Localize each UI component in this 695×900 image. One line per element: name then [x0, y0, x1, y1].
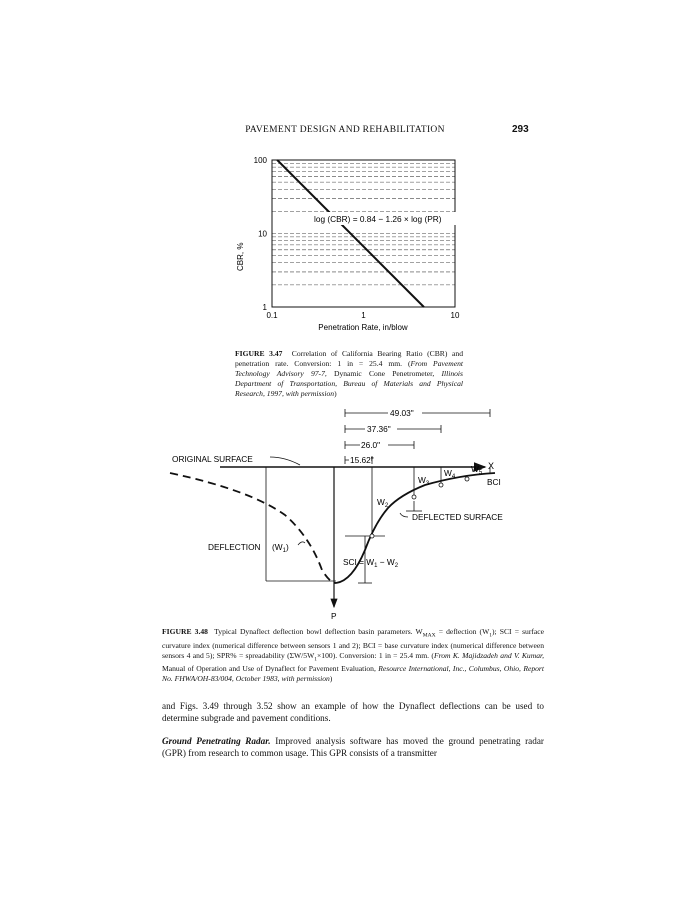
regression-annotation: log (CBR) = 0.84 − 1.26 × log (PR) — [314, 214, 442, 224]
dim-15: 15.62" — [350, 455, 374, 465]
w2-label: $W_2$ — [377, 497, 389, 509]
caption-text: Correlation of California Bearing Ratio (CBR) and penetration rate. Conversion: 1 in = 25.4 mm. ( — [235, 349, 463, 368]
w5-label: $W_5$ — [471, 464, 483, 476]
deflection-bowl-left — [170, 473, 336, 583]
running-title: PAVEMENT DESIGN AND REHABILITATION — [245, 125, 445, 135]
caption-source: From Pavement Technology Advisory 97-7, — [235, 359, 463, 378]
x-tick-label: 1 — [361, 311, 366, 320]
cbr-chart — [230, 150, 470, 340]
sci-label: SCI = $W_1 - W_2$ — [343, 557, 399, 569]
deflection-label: DEFLECTION — [208, 542, 261, 552]
w1-label: $(W_1)$ — [272, 542, 289, 554]
page-number: 293 — [512, 124, 529, 135]
bci-label: BCI — [487, 477, 501, 487]
figure-347-caption: FIGURE 3.47 Correlation of California Bearing Ratio (CBR) and penetration rate. Conversion: 1 in = 25.4 mm. (From Pavement Technology Advisory 97-7, Dynamic Cone Penetrometer, Illinois Department of Transportation, Bureau of Materials and Physical Research, 1997, with permission) — [235, 349, 463, 398]
figure-label: FIGURE 3.47 — [235, 349, 283, 358]
y-tick-label: 10 — [258, 229, 267, 239]
x-axis-label: Penetration Rate, in/blow — [318, 323, 408, 332]
deflection-bowl-diagram — [160, 405, 540, 620]
y-tick-label: 1 — [262, 303, 267, 312]
y-tick-label: 100 — [253, 156, 267, 165]
x-tick-label: 10 — [450, 311, 460, 320]
run-in-heading: Ground Penetrating Radar. — [162, 736, 271, 746]
dim-37: 37.36" — [367, 424, 391, 434]
x-tick-label: 0.1 — [266, 311, 278, 320]
x-axis-label: X — [488, 461, 495, 471]
chart-ticks — [254, 156, 460, 320]
w4-label: $W_4$ — [444, 468, 456, 480]
load-label: P — [331, 611, 337, 620]
dim-26: 26.0" — [361, 440, 381, 450]
y-axis-label: CBR, % — [236, 242, 245, 271]
body-paragraph-2: Ground Penetrating Radar. Improved analysis software has moved the ground penetrating radar (GPR) from research to common usage. This GPR consists of a transmitter — [162, 736, 544, 758]
w3-label: $W_3$ — [418, 475, 430, 487]
dim-49: 49.03" — [390, 408, 414, 418]
figure-label: FIGURE 3.48 — [162, 627, 208, 636]
body-paragraph-1: and Figs. 3.49 through 3.52 show an example of how the Dynaflect deflections can be used to determine subgrade and pavement conditions. — [162, 701, 544, 723]
caption-source-2: Illinois Department of Transportation, Bureau of Materials and Physical Research, 1997, with permission — [235, 369, 463, 398]
figure-348-caption: FIGURE 3.48 Typical Dynaflect deflection bowl deflection basin parameters. $W_{MAX}$ = deflection $(W_1)$; SCI = surface curvature index (numerical difference between sensors 1 and 2); BCI = base curvature index (numerical difference between sensors 4 and 5); SPR% = spreadability $(\Sigma W/5W_1\times 100)$. Conversion: 1 in = 25.4 mm. (From K. Majidzadeh and V. Kumar, Manual of Operation and Use of Dynaflect for Pavement Evaluation, Resource International, Inc., Columbus, Ohio, Report No. FHWA/OH-83/004, October 1983, with permission) — [162, 627, 545, 684]
caption-source-rest: Dynamic Cone Penetrometer, — [326, 369, 442, 378]
original-surface-label: ORIGINAL SURFACE — [172, 454, 253, 464]
deflected-surface-label: DEFLECTED SURFACE — [412, 512, 503, 522]
